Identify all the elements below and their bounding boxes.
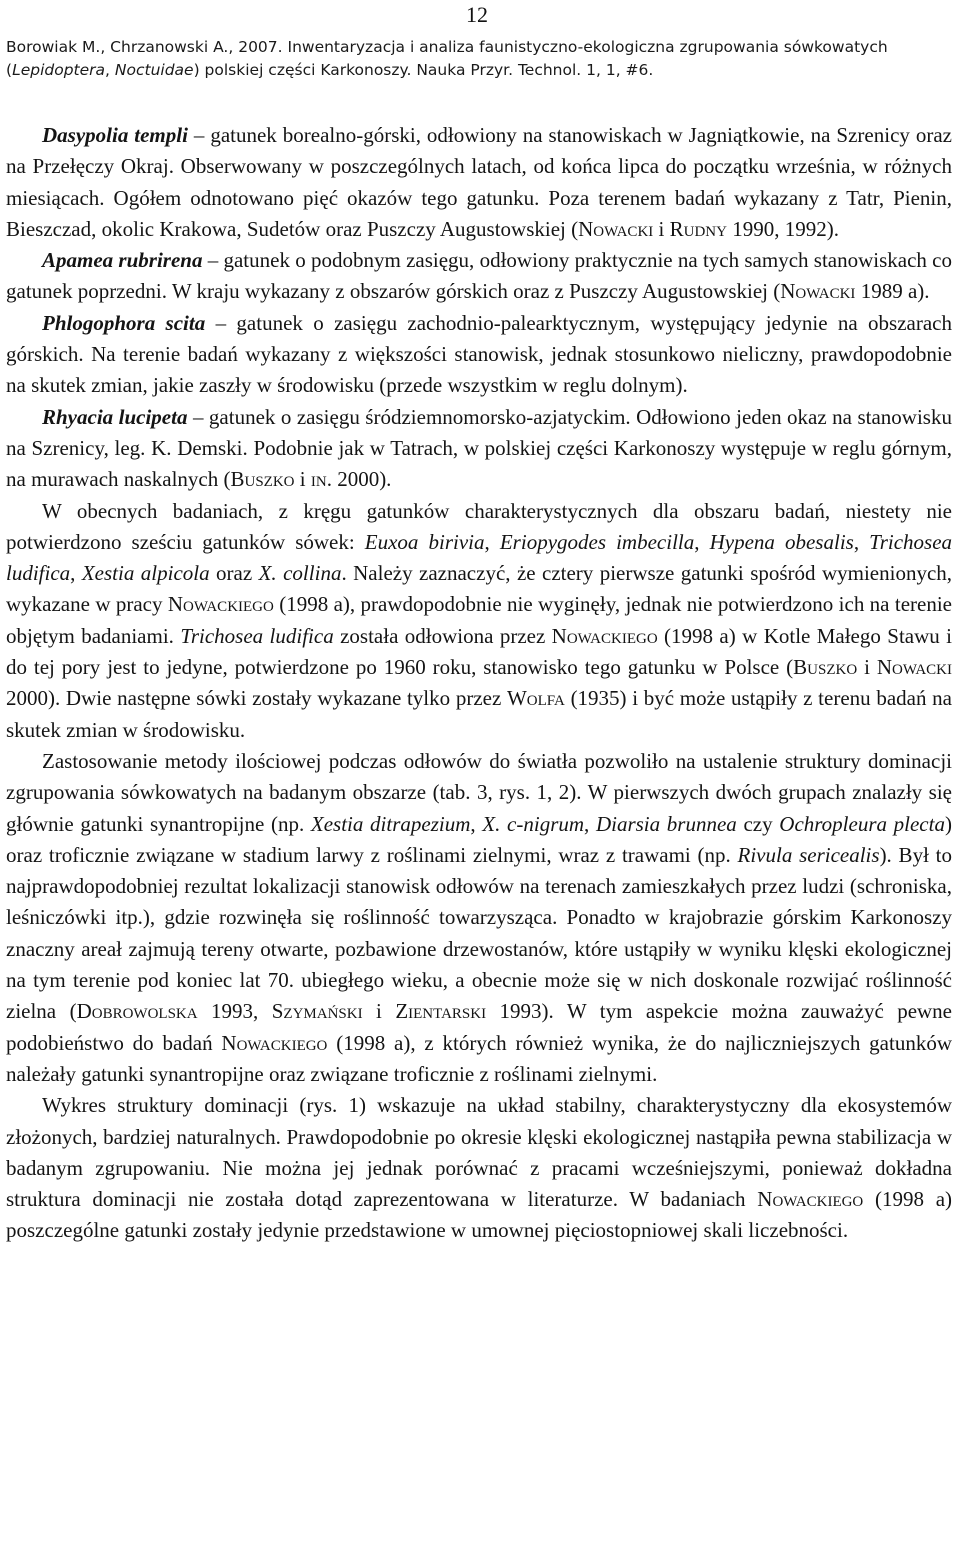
author-citation: Nowackiego	[551, 623, 658, 648]
paragraph-text: i	[653, 216, 670, 241]
author-citation: Nowackiego	[757, 1187, 864, 1212]
header-citation-line-2	[6, 59, 954, 82]
paragraph-dominance-structure	[6, 746, 952, 1090]
paragraph-text: ,	[70, 561, 82, 586]
paragraph-text: – gatunek borealno-górski, odłowiony na stanowiskach w Jagniątkowie, na Szrenicy oraz na Przełęczy Okraj. Obserwowany w poszczególnych latach, od końca lipca do początku września, w różnych miesiącach. Ogółem odnotowano pięć okazów tego gatunku. Poza terenem badań wykazany z Tatr, Pienin, Bieszczad, okolic Krakowa, Sudetów oraz Puszczy Augustowskiej (	[6, 123, 952, 241]
paragraph-text: oraz	[209, 561, 259, 586]
author-citation: Buszko	[230, 467, 295, 492]
paragraph-text: i	[294, 467, 311, 492]
paragraph-unconfirmed-species	[6, 496, 952, 746]
paragraph-text: 2000). Dwie następne sówki zostały wykazane tylko przez	[6, 686, 507, 711]
author-citation: Zientarski	[395, 999, 487, 1024]
species-name: Rhyacia lucipeta	[42, 404, 188, 429]
paragraph-text: (1998 a) w Kotle Małego Stawu i do tej pory jest to jedyne, potwierdzone po 1960 roku, stanowisko tego gatunku w Polsce (	[6, 623, 952, 680]
paragraph-text: ,	[694, 529, 710, 554]
paragraph-text: 1993). W tym aspekcie można zauważyć pewne podobieństwo do badań	[6, 999, 953, 1055]
species-name: Hypena obesalis	[709, 529, 854, 554]
author-citation: Wolfa	[506, 686, 565, 711]
species-name: Xestia alpicola	[81, 561, 210, 586]
paragraph-text: – gatunek o podobnym zasięgu, odłowiony praktycznie na tych samych stanowiskach co gatunek poprzedni. W kraju wykazany z obszarów górskich oraz z Puszczy Augustowskiej (	[6, 248, 952, 304]
paragraph-rhyacia-lucipeta	[6, 402, 952, 496]
paragraph-text: 1993,	[197, 999, 272, 1024]
header-taxon-family: Noctuidae	[114, 61, 194, 79]
species-name: Ochropleura plecta	[779, 811, 945, 836]
page-number: 12	[466, 2, 488, 27]
species-name: X. c-nigrum	[482, 811, 585, 836]
paragraph-text: (1998 a), prawdopodobnie nie wyginęły, jednak nie potwierdzono ich na terenie objętym badaniami.	[6, 592, 953, 648]
paragraph-apamea-rubrirena	[6, 245, 952, 308]
paragraph-text: ,	[470, 811, 483, 836]
paragraph-dasypolia-templi	[6, 120, 952, 245]
header-journal: ) polskiej części Karkonoszy. Nauka Przyr. Technol. 1, 1, #6.	[193, 61, 654, 79]
species-name: Diarsia brunnea	[595, 811, 737, 836]
species-name: Trichosea ludifica	[6, 529, 953, 586]
paragraph-text: ,	[484, 529, 500, 554]
author-citation: Szymański	[271, 999, 363, 1024]
paragraph-text: czy	[736, 811, 780, 836]
paragraph-text: 1989 a).	[855, 279, 930, 304]
header-paren: (	[6, 61, 13, 79]
species-name: Rivula sericealis	[737, 842, 880, 867]
paragraph-text: ) oraz troficznie związane w stadium larwy z roślinami zielnymi, wraz z trawami (np.	[6, 811, 952, 867]
author-citation: Nowackiego	[167, 592, 274, 617]
paragraph-text: Zastosowanie metody ilościowej podczas odłowów do światła pozwoliło na ustalenie struktury dominacji zgrupowania sówkowatych na badanym obszarze (tab. 3, rys. 1, 2). W pierwszych dwóch grupach znalazły się głównie gatunki synantropijne (np.	[6, 748, 952, 836]
species-name: Euxoa birivia	[364, 529, 485, 554]
paragraph-dominance-chart	[6, 1090, 952, 1246]
author-citation: Dobrowolska	[76, 999, 198, 1024]
species-name: Apamea rubrirena	[42, 248, 203, 273]
author-citation: Buszko	[793, 655, 858, 680]
species-name: Xestia ditrapezium	[310, 811, 471, 836]
paragraph-text: – gatunek o zasięgu zachodnio-palearktycznym, występujący jedynie na obszarach górskich. Na terenie badań wykazany z większości stanowisk, jednak stosunkowo nieliczny, prawdopodobnie na skutek zmian, jakie zaszły w środowisku (przede wszystkim w reglu dolnym).	[6, 310, 953, 398]
author-citation: Nowackiego	[221, 1030, 328, 1055]
header-taxon-order: Lepidoptera	[12, 61, 106, 79]
species-name: Phlogophora scita	[42, 310, 206, 335]
species-name: X. collina	[258, 561, 342, 586]
paragraph-text: . 2000).	[326, 467, 392, 492]
running-header	[6, 36, 954, 82]
paragraph-text: W obecnych badaniach, z kręgu gatunków charakterystycznych dla obszaru badań, niestety nie potwierdzono sześciu gatunków sówek:	[6, 498, 952, 554]
paragraph-text: 1990, 1992).	[726, 216, 839, 241]
author-citation: in	[310, 467, 327, 492]
author-citation: Nowacki	[578, 216, 654, 241]
paragraph-text: i	[362, 999, 396, 1024]
paragraph-text: (1998 a), z których również wynika, że do najliczniejszych gatunków należały gatunki synantropijne oraz związane troficznie z roślinami zielnymi.	[6, 1030, 952, 1086]
paragraph-text: ,	[853, 529, 870, 554]
paragraph-text: została odłowiona przez	[333, 623, 552, 648]
header-sep: ,	[105, 61, 115, 79]
paragraph-text: ). Był to najprawdopodobniej rezultat lokalizacji stanowisk odłowów na terenach zamieszkałych przez ludzi (schroniska, leśniczówki itp.), gdzie rozwinęła się roślinność towarzysząca. Ponadto w krajobrazie górskim Karkonoszy znaczny areał zajmują tereny otwarte, pozbawione drzewostanów, które ustąpiły w wyniku klęski ekologicznej na tym terenie pod koniec lat 70. ubiegłego wieku, a obecnie może się w nich doskonale rozwijać roślinność zielna (	[6, 842, 952, 1024]
author-citation: Nowacki	[876, 655, 952, 680]
article-body	[6, 120, 952, 1247]
species-name: Eriopygodes imbecilla	[499, 529, 695, 554]
paragraph-text: ,	[584, 811, 596, 836]
header-citation-line-1: Borowiak M., Chrzanowski A., 2007. Inwentaryzacja i analiza faunistyczno-ekologiczna zgrupowania sówkowatych	[6, 38, 888, 56]
species-name: Dasypolia templi	[42, 123, 188, 147]
author-citation: Rudny	[669, 216, 727, 241]
paragraph-text: (1998 a) poszczególne gatunki zostały jedynie przedstawione w umownej pięciostopniowej skali liczebności.	[6, 1187, 953, 1243]
paragraph-text: i	[857, 655, 877, 680]
author-citation: Nowacki	[780, 279, 856, 304]
paragraph-text: Wykres struktury dominacji (rys. 1) wskazuje na układ stabilny, charakterystyczny dla ekosystemów złożonych, bardziej naturalnych. Prawdopodobnie po okresie klęski ekologicznej nastąpiła pewna stabilizacja w badanym zgrupowaniu. Nie można jej jednak porównać z pracami wcześniejszymi, ponieważ dokładna struktura dominacji nie została dotąd zaprezentowana w literaturze. W badaniach	[6, 1093, 952, 1212]
species-name: Trichosea ludifica	[180, 623, 334, 648]
paragraph-text: – gatunek o zasięgu śródziemnomorsko-azjatyckim. Odłowiono jeden okaz na stanowisku na Szrenicy, leg. K. Demski. Podobnie jak w Tatrach, w polskiej części Karkonoszy występuje w reglu górnym, na murawach naskalnych (	[6, 404, 952, 492]
paragraph-text: . Należy zaznaczyć, że cztery pierwsze gatunki spośród wymienionych, wykazane w pracy	[6, 561, 953, 617]
paragraph-phlogophora-scita	[6, 308, 952, 402]
paragraph-text: (1935) i być może ustąpiły z terenu badań na skutek zmian w środowisku.	[6, 686, 952, 742]
